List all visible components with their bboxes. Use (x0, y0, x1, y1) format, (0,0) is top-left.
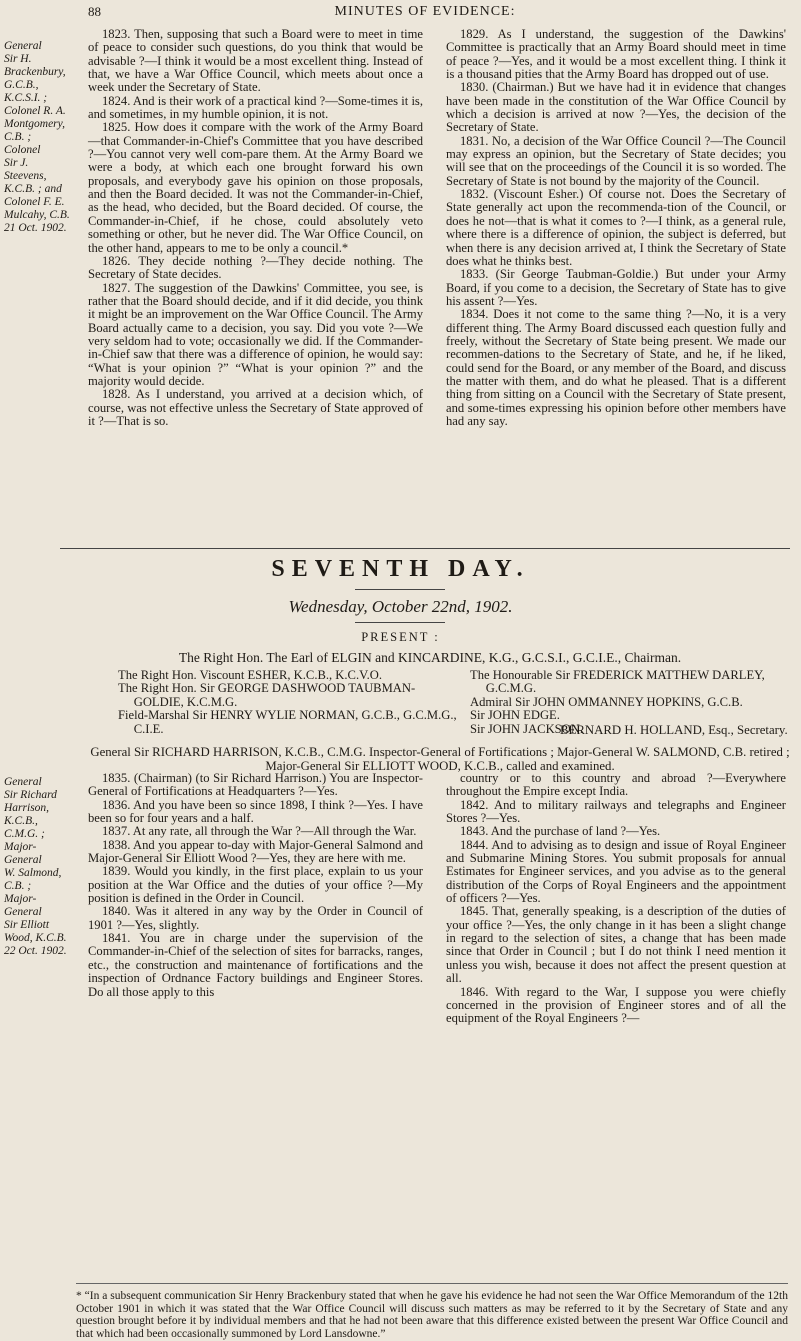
margin-line: Colonel (4, 144, 41, 156)
margin-line: Sir Elliott (4, 919, 50, 931)
margin-line: Steevens, (4, 170, 47, 182)
member-line: The Right Hon. Viscount ESHER, K.C.B., K.C.V.O. (118, 668, 382, 682)
session-date: Wednesday, October 22nd, 1902. (288, 597, 513, 616)
evidence-paragraph: 1845. That, generally speaking, is a description of the duties of your office ?—Yes, the only change in it has been a slight change in regard to the selection of sites, a change that has been made since that Order in Council ; but I do not think I need mention it unless you wish, because it does not affect the present question at all. (446, 904, 786, 986)
chairman-line: The Right Hon. The Earl of ELGIN and KINCARDINE, K.G., G.C.S.I., G.C.I.E., Chairman. (178, 650, 682, 665)
footnote: * “In a subsequent communication Sir Henry Brackenbury stated that when he gave his evidence he had not seen the War Office Memorandum of the 12th October 1901 in which it was stated that the War Office Council will discuss such matters as may be referred to it by the Secretary of State and any question brought before it by individual members and that he had not been aware that this difference existed between the present War Office Council and that which had been occasionally summoned by Lord Lansdowne.” (76, 1290, 788, 1340)
margin-line: Sir J. (4, 157, 29, 169)
column-right-bottom (446, 772, 786, 1026)
evidence-paragraph: 1832. (Viscount Esher.) Of course not. Does the Secretary of State generally act upon the recommenda-tion of the Council, or does he not—that is what it comes to ?—I think, as a general rule, where there is a difference of opinion, the subject is deferred, but when there is any decision arrived at, I think the Secretary of State does what he thinks best. (446, 187, 786, 268)
margin-line: Major- (4, 893, 37, 905)
margin-line: G.C.B., (4, 79, 39, 91)
evidence-paragraph: 1826. They decide nothing ?—They decide nothing. The Secretary of State decides. (88, 253, 423, 282)
running-title: MINUTES OF EVIDENCE: (334, 4, 516, 19)
margin-line: Sir H. (4, 53, 32, 65)
evidence-paragraph: 1838. And you appear to-day with Major-General Salmond and Major-General Sir Elliott Wood ?—Yes, they are here with me. (88, 837, 423, 866)
evidence-paragraph: 1825. How does it compare with the work of the Army Board—that Commander-in-Chief's Committee that you have described ?—You cannot very well com-pare them. At the Army Board we were a body, at which each one brought forward his own proposals, and everybody gave his opinion on those proposals, and then the Board decided. It was not the Commander-in-Chief, as the head, who decided, but the Board decided. Of course, the Commander-in-Chief, if he chose, could absolutely veto something or other, but he never did. The War Office Council, on the other hand, appears to me to be only a council.* (88, 120, 423, 255)
section-divider (60, 548, 790, 549)
margin-line: Brackenbury, (4, 66, 66, 78)
margin-line: Harrison, (4, 802, 50, 814)
margin-line: General (4, 776, 42, 788)
evidence-paragraph: 1842. And to military railways and telegraphs and Engineer Stores ?—Yes. (446, 797, 786, 826)
members-list-left (118, 669, 478, 736)
evidence-paragraph: 1839. Would you kindly, in the first place, explain to us your position at the War Office and the duties of your office ?—My position is defined in the Order in Council. (88, 864, 423, 906)
day-title: SEVENTH DAY. (271, 556, 530, 582)
member-line: Sir JOHN EDGE. (470, 708, 560, 723)
margin-line: General (4, 40, 42, 52)
evidence-paragraph: 1833. (Sir George Taubman-Goldie.) But under your Army Board, if you come to a decision, the Secretary of State has to give his assent ?—Yes. (446, 267, 786, 308)
margin-line: K.C.B. ; and (4, 183, 62, 195)
member-line: The Right Hon. Sir GEORGE DASHWOOD TAUBMAN- (118, 681, 416, 696)
title-underline (355, 589, 445, 590)
member-line: Admiral Sir JOHN OMMANNEY HOPKINS, G.C.B. (470, 694, 743, 709)
margin-line: K.C.S.I. ; (4, 92, 48, 104)
witnesses-line: General Sir RICHARD HARRISON, K.C.B., C.M.G. Inspector-General of Fortifications ; Major-General W. SALMOND, C.B. retired ; Major-General Sir ELLIOTT WOOD, K.C.B., called and examined. (90, 745, 790, 773)
member-line: GOLDIE, K.C.M.G. (118, 694, 238, 709)
evidence-paragraph: 1841. You are in charge under the supervision of the Commander-in-Chief of the selection of sites for barracks, ranges, etc., the construction and maintenance of fortifications and the inspection of Ordnance Factory buildings and Engineer Stores. Do all those apply to this (88, 931, 423, 999)
evidence-paragraph: 1829. As I understand, the suggestion of the Dawkins' Committee is practically that an Army Board should meet in time of peace ?—Yes, and it would be a most excellent thing. I think it is a thousand pities that the Army Board has dropped out of use. (446, 27, 786, 82)
margin-line: Colonel F. E. (4, 196, 65, 208)
secretary-line: BERNARD H. HOLLAND, Esq., Secretary. (560, 723, 788, 737)
evidence-paragraph: 1831. No, a decision of the War Office Council ?—The Council may express an opinion, but the Secretary of State decides; you will see that on the proceedings of the Council it is so worded. The Secretary of State is not bound by the majority of the Council. (446, 133, 786, 188)
evidence-paragraph: country or to this country and abroad ?—Everywhere throughout the Empire except India. (446, 771, 786, 799)
evidence-paragraph: 1827. The suggestion of the Dawkins' Committee, you see, is rather that the Board should decide, and if it did decide, you think it might be an improvement on the War Office Council. The Army Board actually came to a decision, you say. Did you vote ?—We very seldom had to vote; occasionally we did. If the Commander-in-Chief saw that there was a difference of opinion, he would say: “What is your opinion ?” “What is your opinion ?” and the majority would decide. (88, 280, 423, 388)
margin-line: C.B. ; (4, 131, 32, 143)
margin-line: C.M.G. ; (4, 828, 45, 840)
evidence-paragraph: 1835. (Chairman) (to Sir Richard Harrison.) You are Inspector-General of Fortifications at Headquarters ?—Yes. (88, 771, 423, 799)
evidence-paragraph: 1830. (Chairman.) But we have had it in evidence that changes have been made in the constitution of the War Office Council by which a decision is arrived at now ?—Yes, the decision of the Secretary of State. (446, 80, 786, 135)
margin-line: General (4, 906, 42, 918)
evidence-paragraph: 1823. Then, supposing that such a Board were to meet in time of peace to consider such questions, do you think that would be advisable ?—I think it would be a most excellent thing. Instead of that, we have a War Office Council, which meets about once a week under the Secretary of State. (88, 27, 423, 95)
member-line: Sir JOHN JACKSON. (470, 721, 584, 736)
member-line: C.I.E. (118, 721, 164, 736)
page-number: 88 (88, 4, 101, 19)
evidence-paragraph: 1834. Does it not come to the same thing ?—No, it is a very different thing. The Army Board discussed each question fully and freely, without the Secretary of State being present. We made our recommen-dations to the Secretary of State, and he, if he liked, could send for the Board, or any member of the Board, and discuss the matter with them, and do what he pleased. That is a different thing from sitting on a Council with the Secretary of State present, and some-times expressing his opinion before other members have had any say. (446, 307, 786, 428)
witness-margin-note-bottom (4, 776, 86, 958)
margin-line: 21 Oct. 1902. (4, 222, 67, 234)
evidence-paragraph: 1828. As I understand, you arrived at a decision which, of course, was not effective unless the Secretary of State approved of it ?—That is so. (88, 387, 423, 428)
member-line: The Honourable Sir FREDERICK MATTHEW DARLEY, (470, 668, 765, 682)
member-line: G.C.M.G. (470, 681, 537, 696)
present-label: PRESENT : (361, 630, 440, 644)
evidence-paragraph: 1844. And to advising as to design and issue of Royal Engineer and Submarine Mining Stores. You submit proposals for annual Estimates for Engineer services, and you advise as to the general distribution of the Corps of Royal Engineers and the appointment of officers ?—Yes. (446, 837, 786, 906)
date-underline (355, 622, 445, 623)
member-line: Field-Marshal Sir HENRY WYLIE NORMAN, G.C.B., G.C.M.G., (118, 708, 457, 723)
margin-line: Montgomery, (4, 118, 66, 130)
margin-line: C.B. ; (4, 880, 32, 892)
margin-line: W. Salmond, (4, 867, 62, 879)
page-header (60, 4, 790, 22)
margin-line: Mulcahy, C.B. (4, 209, 70, 221)
evidence-paragraph: 1836. And you have been so since 1898, I think ?—Yes. I have been so for four years and a half. (88, 797, 423, 826)
evidence-paragraph: 1824. And is their work of a practical kind ?—Some-times it is, and sometimes, in my humble opinion, it is not. (88, 93, 423, 122)
evidence-paragraph: 1837. At any rate, all through the War ?—All through the War. (102, 824, 417, 839)
footnote-rule (76, 1283, 788, 1284)
column-right-top (446, 28, 786, 428)
margin-line: K.C.B., (4, 815, 38, 827)
margin-line: Colonel R. A. (4, 105, 66, 117)
margin-line: 22 Oct. 1902. (4, 945, 67, 957)
evidence-paragraph: 1840. Was it altered in any way by the Order in Council of 1901 ?—Yes, slightly. (88, 904, 423, 932)
witness-margin-note-top (4, 40, 86, 235)
margin-line: Sir Richard (4, 789, 57, 801)
column-left-bottom (88, 772, 423, 999)
margin-line: Wood, K.C.B. (4, 932, 67, 944)
margin-line: Major- (4, 841, 37, 853)
column-left-top (88, 28, 423, 428)
evidence-paragraph: 1843. And the purchase of land ?—Yes. (460, 824, 661, 839)
evidence-paragraph: 1846. With regard to the War, I suppose you were chiefly concerned in the provision of Engineer stores and of all the equipment of the Royal Engineers ?— (446, 984, 786, 1026)
margin-line: General (4, 854, 42, 866)
